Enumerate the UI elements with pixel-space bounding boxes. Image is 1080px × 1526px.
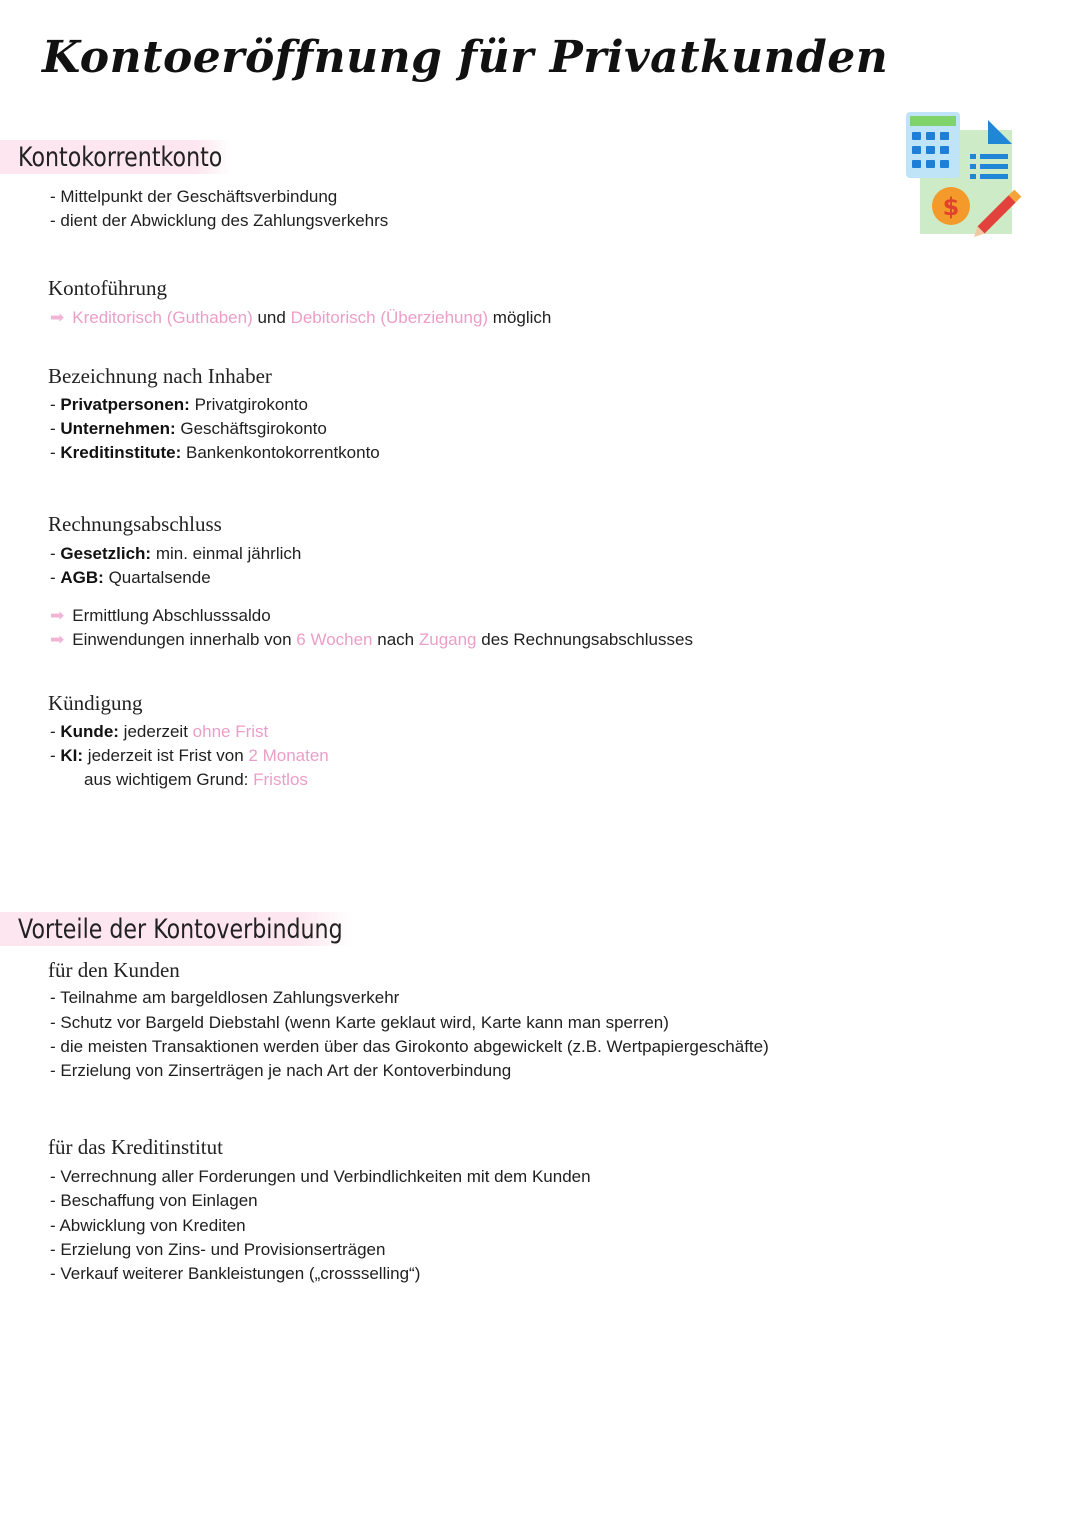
svg-text:$: $ — [942, 193, 960, 221]
subheading-fuer-kunden: für den Kunden — [48, 958, 180, 982]
list-item: aus wichtigem Grund: Fristlos — [84, 770, 308, 789]
subheading-kuendigung: Kündigung — [48, 691, 143, 715]
list-item: - Kreditinstitute: Bankenkontokorrentkonto — [50, 443, 380, 462]
arrow-item: ➡ Einwendungen innerhalb von 6 Wochen nach Zugang des Rechnungsabschlusses — [50, 630, 693, 649]
arrow-item: ➡ Ermittlung Abschlusssaldo — [50, 606, 271, 625]
calculator-invoice-icon — [900, 108, 1030, 238]
debitorisch-text: Debitorisch (Überziehung) — [290, 308, 489, 327]
list-item: - Erzielung von Zins- und Provisionserträgen — [50, 1240, 386, 1259]
list-item: - Unternehmen: Geschäftsgirokonto — [50, 419, 327, 438]
list-item: - Schutz vor Bargeld Diebstahl (wenn Karte geklaut wird, Karte kann man sperren) — [50, 1013, 669, 1032]
list-item: - Verrechnung aller Forderungen und Verbindlichkeiten mit dem Kunden — [50, 1167, 591, 1186]
arrow-right-icon: ➡ — [50, 630, 65, 649]
list-item: - dient der Abwicklung des Zahlungsverkehrs — [50, 211, 389, 230]
list-item: - Mittelpunkt der Geschäftsverbindung — [50, 187, 338, 206]
list-item: - Abwicklung von Krediten — [50, 1216, 246, 1235]
subheading-fuer-kreditinstitut: für das Kreditinstitut — [48, 1135, 223, 1159]
list-item: - die meisten Transaktionen werden über das Girokonto abgewickelt (z.B. Wertpapiergeschäfte) — [50, 1037, 769, 1056]
list-item: - Teilnahme am bargeldlosen Zahlungsverkehr — [50, 988, 400, 1007]
kontofuehrung-line — [50, 306, 551, 330]
arrow-right-icon: ➡ — [50, 308, 65, 327]
list-item: - Verkauf weiterer Bankleistungen („crossselling“) — [50, 1264, 421, 1283]
list-item: - AGB: Quartalsende — [50, 568, 211, 587]
arrow-right-icon: ➡ — [50, 606, 65, 625]
connector-text: und — [257, 308, 286, 327]
subheading-rechnungsabschluss: Rechnungsabschluss — [48, 512, 222, 536]
kreditorisch-text: Kreditorisch (Guthaben) — [72, 308, 253, 327]
list-item: - KI: jederzeit ist Frist von 2 Monaten — [50, 746, 329, 765]
list-item: - Beschaffung von Einlagen — [50, 1191, 258, 1210]
page-title: Kontoeröffnung für Privatkunden — [42, 32, 889, 83]
section-heading-vorteile: Vorteile der Kontoverbindung — [0, 912, 351, 946]
list-item: - Erzielung von Zinserträgen je nach Art der Kontoverbindung — [50, 1061, 512, 1080]
connector-text: möglich — [492, 308, 552, 327]
subheading-kontofuehrung: Kontoführung — [48, 276, 167, 300]
subheading-bezeichnung: Bezeichnung nach Inhaber — [48, 364, 272, 388]
list-item: - Kunde: jederzeit ohne Frist — [50, 722, 269, 741]
list-item: - Privatpersonen: Privatgirokonto — [50, 395, 308, 414]
section-heading-kontokorrentkonto: Kontokorrentkonto — [0, 140, 231, 174]
list-item: - Gesetzlich: min. einmal jährlich — [50, 544, 302, 563]
